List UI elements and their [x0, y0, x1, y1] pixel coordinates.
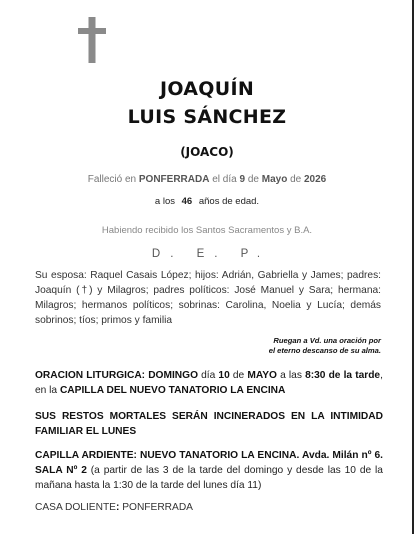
- deceased-surname: LUIS SÁNCHEZ: [127, 106, 287, 128]
- age-suffix: años de edad.: [198, 196, 260, 207]
- dep-line: D. E. P.: [151, 248, 271, 260]
- mass-t1: día: [201, 370, 216, 381]
- death-day: 9: [239, 174, 246, 185]
- death-place: PONFERRADA: [138, 174, 210, 185]
- chapel-info: [35, 448, 383, 493]
- mass-day: 10: [218, 370, 230, 381]
- prayer-request: [230, 336, 381, 356]
- mass-label: ORACION LITURGICA: DOMINGO: [35, 370, 198, 381]
- mass-info: [35, 368, 383, 398]
- mass-time: 8:30 de la tarde: [305, 370, 381, 381]
- mass-t4: , en la: [35, 370, 383, 396]
- deceased-nickname: (JOACO): [180, 145, 234, 159]
- chapel-label: CAPILLA ARDIENTE: NUEVO TANATORIO LA ENCINA. Avda. Milán nº 6. SALA Nº 2: [35, 450, 383, 476]
- death-notice: [0, 174, 414, 185]
- death-de1: de: [247, 174, 259, 185]
- death-mid: el día: [212, 174, 237, 185]
- death-year: 2026: [303, 174, 327, 185]
- sacraments-line: Habiendo recibido los Santos Sacramentos y B.A.: [101, 225, 313, 236]
- mass-t2: de: [232, 370, 245, 381]
- prayer-line-2: el eterno descanso de su alma.: [268, 346, 381, 355]
- mass-t3: a las: [280, 370, 302, 381]
- mass-month: MAYO: [247, 370, 277, 381]
- house-place: PONFERRADA: [122, 502, 193, 513]
- mass-place: CAPILLA DEL NUEVO TANATORIO LA ENCINA: [59, 385, 286, 396]
- house-label: CASA DOLIENTE: [35, 502, 116, 513]
- age-value: 46: [181, 196, 193, 207]
- age-prefix: a los: [154, 196, 175, 207]
- chapel-detail: (a partir de las 3 de la tarde del domingo y desde las 10 de la mañana hasta la 1:30 de la tarde del lunes día 11): [35, 465, 383, 491]
- house-colon: :: [115, 502, 120, 513]
- cross-icon: [78, 17, 106, 63]
- death-de2: de: [290, 174, 302, 185]
- death-prefix: Falleció en: [87, 174, 137, 185]
- family-list: Su esposa: Raquel Casais López; hijos: Adrián, Gabriella y James; padres: Joaquín (†) y Milagros; padres políticos: José Manuel y Sara; hermana: Milagros; hermanos políticos; sobrinas: Carolina, Noelia y Lucía; demás sobrinos; tíos; primos y familia: [35, 270, 381, 326]
- remains-info: SUS RESTOS MORTALES SERÁN INCINERADOS EN LA INTIMIDAD FAMILIAR EL LUNES: [35, 411, 383, 437]
- age-line: [0, 196, 414, 207]
- prayer-line-1: Ruegan a Vd. una oración por: [273, 336, 381, 345]
- death-month: Mayo: [261, 174, 288, 185]
- deceased-first-name: JOAQUÍN: [159, 78, 255, 100]
- house-info: [35, 500, 383, 515]
